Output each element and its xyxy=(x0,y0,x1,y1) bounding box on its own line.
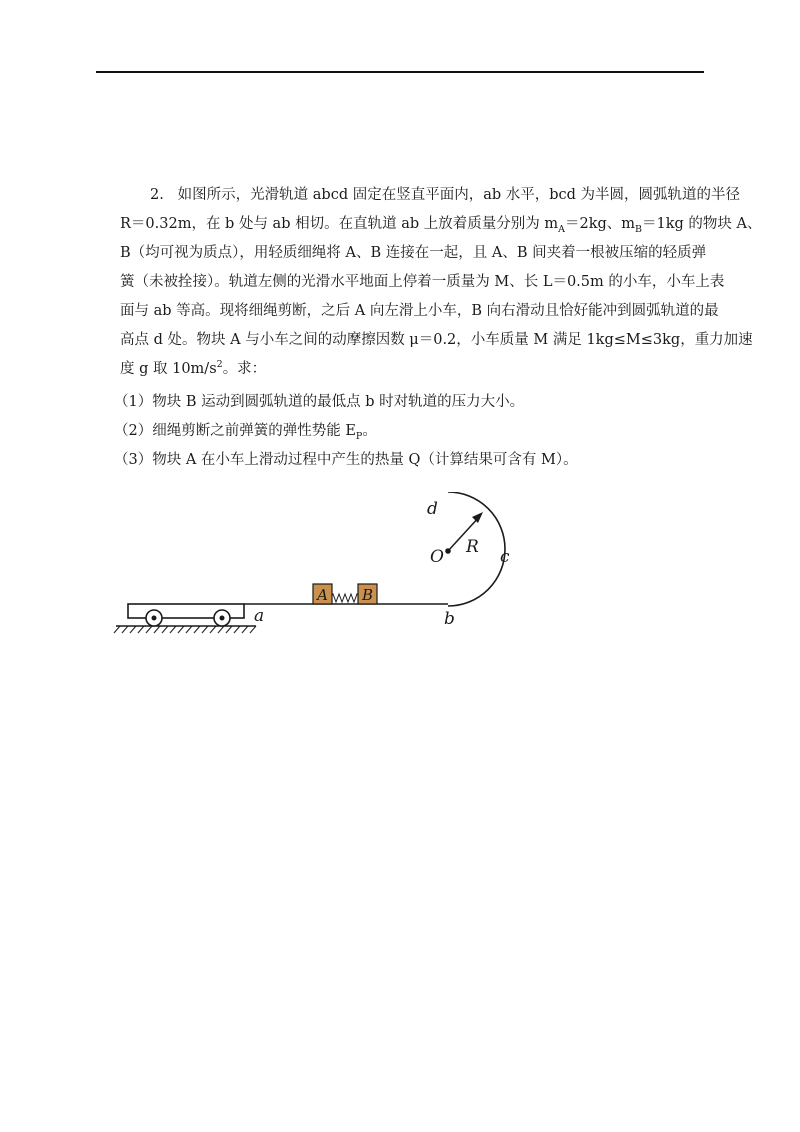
problem-line-1 xyxy=(150,181,741,210)
label-d: d xyxy=(427,499,438,519)
problem-text: R＝0.32m，在 b 处与 ab 相切。在直轨道 ab 上放着质量分别为 m xyxy=(120,216,559,232)
problem-text: 如图所示，光滑轨道 abcd 固定在竖直平面内，ab 水平，bcd 为半圆，圆弧轨道的半径 xyxy=(177,187,741,203)
problem-line-5: 面与 ab 等高。现将细绳剪断，之后 A 向左滑上小车，B 向右滑动且恰好能冲到圆弧轨道的最 xyxy=(120,303,719,319)
label-b: b xyxy=(444,609,455,629)
subscript-b: B xyxy=(635,223,643,235)
physics-diagram xyxy=(110,492,530,640)
subscript-a: A xyxy=(558,223,565,235)
problem-line-4: 簧（未被拴接）。轨道左侧的光滑水平地面上停着一质量为 M、长 L＝0.5m 的小车，小车上表 xyxy=(120,274,725,290)
problem-text: 度 g 取 10m/s xyxy=(120,361,217,377)
label-c: c xyxy=(500,547,510,567)
subscript-p: P xyxy=(355,430,363,442)
problem-text: ＝1kg 的物块 A、 xyxy=(642,216,762,232)
problem-text: ＝2kg、m xyxy=(564,216,636,232)
question-1: （1）物块 B 运动到圆弧轨道的最低点 b 时对轨道的压力大小。 xyxy=(114,394,525,410)
superscript-2: 2 xyxy=(216,359,223,371)
question-2 xyxy=(114,417,698,446)
question-3: （3）物块 A 在小车上滑动过程中产生的热量 Q（计算结果可含有 M）。 xyxy=(114,452,578,468)
problem-text: 。求： xyxy=(222,361,267,377)
problem-number: 2. xyxy=(150,187,164,203)
label-r: R xyxy=(466,537,479,557)
cart-wheel-right xyxy=(214,610,230,626)
ground-hatching xyxy=(114,626,256,633)
question-text: 。 xyxy=(362,423,377,439)
question-text: （2）细绳剪断之前弹簧的弹性势能 E xyxy=(114,423,356,439)
problem-line-2 xyxy=(120,210,762,239)
label-o: O xyxy=(430,547,444,567)
label-a: a xyxy=(254,606,265,626)
cart-wheel-left xyxy=(146,610,162,626)
problem-line-3: B（均可视为质点），用轻质细绳将 A、B 连接在一起，且 A、B 间夹着一根被压缩的轻质弹 xyxy=(120,245,707,261)
block-a-label: A xyxy=(317,586,328,604)
problem-line-7 xyxy=(120,355,704,384)
radius-arrowhead xyxy=(472,512,483,523)
problem-line-6: 高点 d 处。物块 A 与小车之间的动摩擦因数 μ＝0.2，小车质量 M 满足 1kg≤M≤3kg，重力加速 xyxy=(120,332,753,348)
spring xyxy=(330,594,360,602)
header-rule xyxy=(96,71,704,73)
block-b-label: B xyxy=(361,586,374,604)
